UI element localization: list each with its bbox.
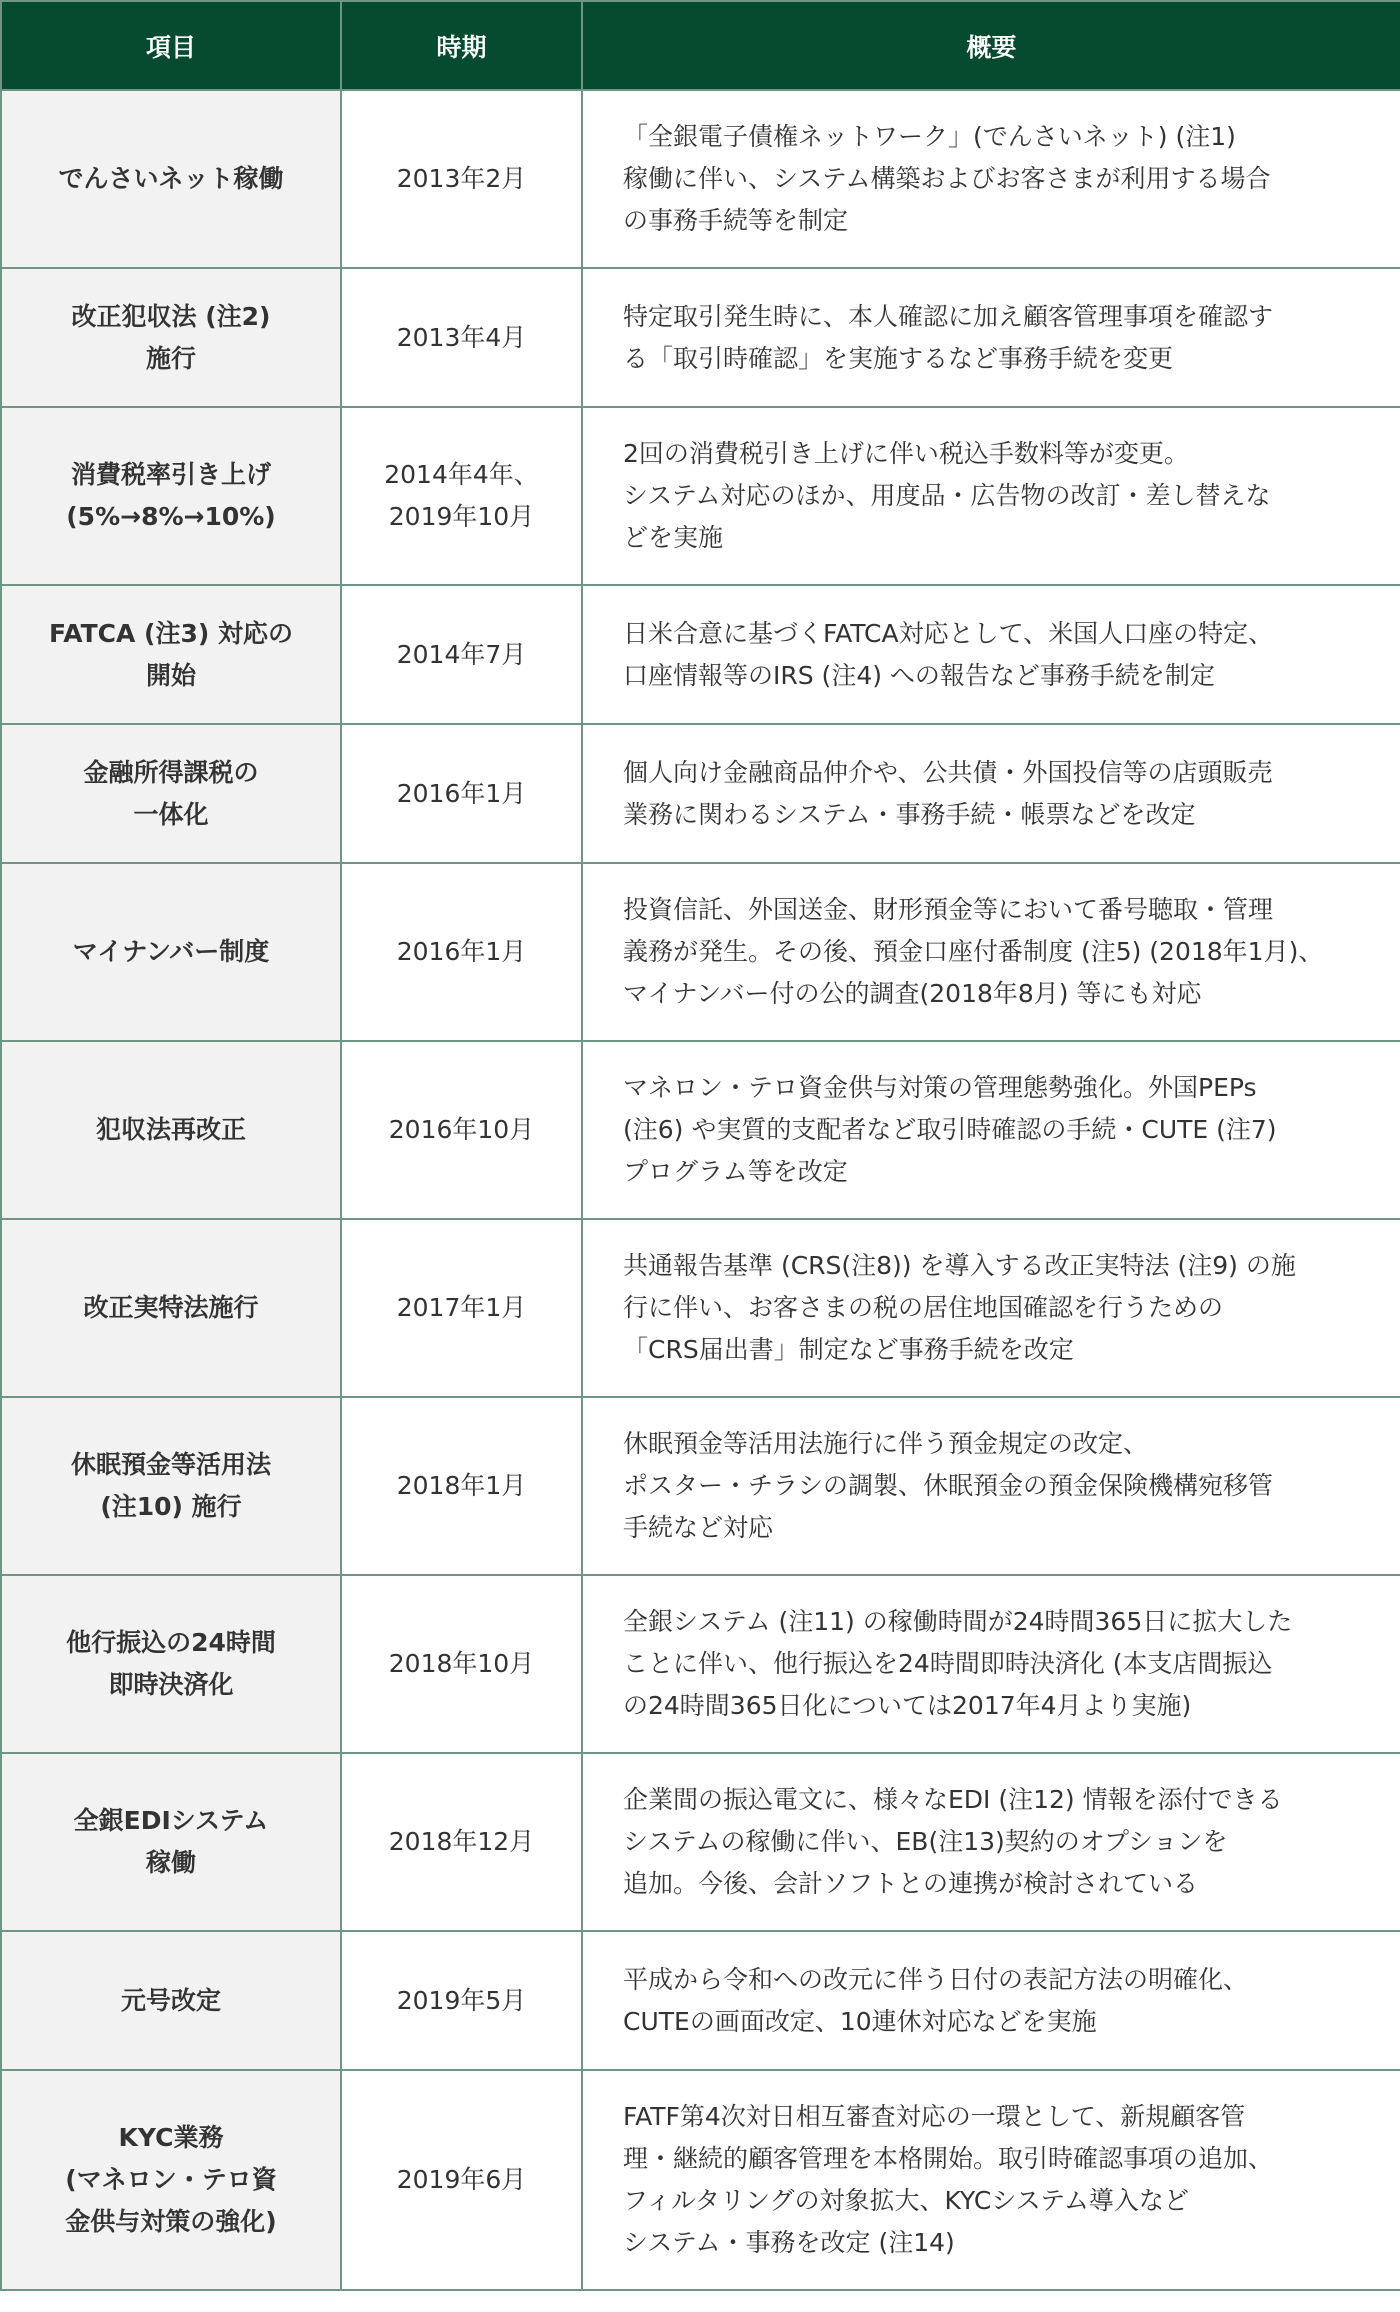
item-cell: KYC業務 (マネロン・テロ資 金供与対策の強化): [1, 2070, 341, 2290]
summary-line: 行に伴い、お客さまの税の居住地国確認を行うための: [623, 1293, 1224, 1322]
summary-cell: [582, 724, 1400, 863]
header-period: 時期: [341, 1, 582, 90]
item-cell: 犯収法再改正: [1, 1041, 341, 1219]
item-cell: 改正実特法施行: [1, 1219, 341, 1397]
summary-line: ことに伴い、他行振込を24時間即時決済化 (本支店間振込: [623, 1649, 1273, 1678]
summary-line: マイナンバー付の公的調査(2018年8月) 等にも対応: [623, 979, 1202, 1008]
summary-line: CUTEの画面改定、10連休対応などを実施: [623, 2006, 1097, 2036]
table-row: [1, 1397, 1400, 1575]
table-row: [1, 1575, 1400, 1753]
table-row: [1, 2070, 1400, 2290]
summary-line: 休眠預金等活用法施行に伴う預金規定の改定、: [623, 1429, 1149, 1458]
summary-cell: [582, 1931, 1400, 2070]
summary-line: 2回の消費税引き上げに伴い税込手数料等が変更。: [623, 439, 1189, 468]
item-cell: 元号改定: [1, 1931, 341, 2070]
summary-line: FATF第4次対日相互審査対応の一環として、新規顧客管: [623, 2102, 1246, 2131]
summary-line: どを実施: [623, 523, 724, 552]
period-cell: 2018年12月: [341, 1753, 582, 1931]
summary-line: の事務手続等を制定: [623, 206, 849, 235]
item-cell: 消費税率引き上げ (5%→8%→10%): [1, 407, 341, 585]
summary-cell: [582, 407, 1400, 585]
period-cell: 2016年1月: [341, 863, 582, 1041]
summary-line: 企業間の振込電文に、様々なEDI (注12) 情報を添付できる: [623, 1785, 1283, 1814]
table-row: [1, 90, 1400, 268]
summary-cell: [582, 863, 1400, 1041]
item-cell: 他行振込の24時間 即時決済化: [1, 1575, 341, 1753]
summary-cell: [582, 1219, 1400, 1397]
summary-line: 投資信託、外国送金、財形預金等において番号聴取・管理: [623, 895, 1274, 924]
period-cell: 2017年1月: [341, 1219, 582, 1397]
summary-line: 「CRS届出書」制定など事務手続を改定: [623, 1335, 1074, 1364]
period-cell: 2018年10月: [341, 1575, 582, 1753]
table-row: [1, 724, 1400, 863]
summary-line: 業務に関わるシステム・事務手続・帳票などを改定: [623, 799, 1196, 829]
item-cell: マイナンバー制度: [1, 863, 341, 1041]
summary-cell: [582, 268, 1400, 407]
item-cell: FATCA (注3) 対応の 開始: [1, 585, 341, 724]
summary-line: (注6) や実質的支配者など取引時確認の手続・CUTE (注7): [623, 1115, 1277, 1144]
table-row: [1, 1219, 1400, 1397]
summary-cell: [582, 1397, 1400, 1575]
summary-line: 義務が発生。その後、預金口座付番制度 (注5) (2018年1月)、: [623, 937, 1324, 966]
period-cell: 2016年10月: [341, 1041, 582, 1219]
period-cell: 2013年4月: [341, 268, 582, 407]
summary-line: 理・継続的顧客管理を本格開始。取引時確認事項の追加、: [623, 2144, 1274, 2173]
summary-line: マネロン・テロ資金供与対策の管理態勢強化。外国PEPs: [623, 1073, 1257, 1102]
period-cell: 2018年1月: [341, 1397, 582, 1575]
item-cell: 全銀EDIシステム 稼働: [1, 1753, 341, 1931]
table-row: [1, 268, 1400, 407]
summary-cell: [582, 90, 1400, 268]
summary-line: 特定取引発生時に、本人確認に加え顧客管理事項を確認す: [623, 301, 1274, 331]
summary-line: 口座情報等のIRS (注4) への報告など事務手続を制定: [623, 660, 1215, 690]
summary-cell: [582, 2070, 1400, 2290]
summary-cell: [582, 1575, 1400, 1753]
summary-line: プログラム等を改定: [623, 1157, 848, 1186]
summary-cell: [582, 1041, 1400, 1219]
summary-line: システム対応のほか、用度品・広告物の改訂・差し替えな: [623, 481, 1271, 510]
summary-cell: [582, 1753, 1400, 1931]
item-cell: 改正犯収法 (注2) 施行: [1, 268, 341, 407]
summary-line: 共通報告基準 (CRS(注8)) を導入する改正実特法 (注9) の施: [623, 1251, 1296, 1280]
period-cell: 2014年4年、 2019年10月: [341, 407, 582, 585]
summary-cell: [582, 585, 1400, 724]
summary-line: の24時間365日化については2017年4月より実施): [623, 1691, 1192, 1720]
table-row: [1, 585, 1400, 724]
period-cell: 2014年7月: [341, 585, 582, 724]
summary-line: 全銀システム (注11) の稼働時間が24時間365日に拡大した: [623, 1607, 1293, 1636]
summary-line: 手続など対応: [623, 1513, 774, 1542]
summary-line: 個人向け金融商品仲介や、公共債・外国投信等の店頭販売: [623, 757, 1273, 787]
summary-line: 日米合意に基づくFATCA対応として、米国人口座の特定、: [623, 618, 1274, 648]
summary-line: ポスター・チラシの調製、休眠預金の預金保険機構宛移管: [623, 1471, 1274, 1500]
item-cell: 金融所得課税の 一体化: [1, 724, 341, 863]
period-cell: 2013年2月: [341, 90, 582, 268]
table-row: [1, 863, 1400, 1041]
summary-line: 「全銀電子債権ネットワーク」(でんさいネット) (注1): [623, 122, 1236, 151]
header-summary: 概要: [582, 1, 1400, 90]
table-row: [1, 407, 1400, 585]
header-item: 項目: [1, 1, 341, 90]
summary-line: 平成から令和への改元に伴う日付の表記方法の明確化、: [623, 1964, 1249, 1994]
table-row: [1, 1041, 1400, 1219]
summary-line: 追加。今後、会計ソフトとの連携が検討されている: [623, 1869, 1199, 1898]
table-row: [1, 1753, 1400, 1931]
summary-line: システムの稼働に伴い、EB(注13)契約のオプションを: [623, 1827, 1228, 1856]
item-cell: でんさいネット稼働: [1, 90, 341, 268]
period-cell: 2016年1月: [341, 724, 582, 863]
summary-line: 稼働に伴い、システム構築およびお客さまが利用する場合: [623, 164, 1271, 193]
summary-line: システム・事務を改定 (注14): [623, 2228, 955, 2257]
table-row: [1, 1931, 1400, 2070]
item-cell: 休眠預金等活用法 (注10) 施行: [1, 1397, 341, 1575]
header-row: [1, 1, 1400, 90]
period-cell: 2019年5月: [341, 1931, 582, 2070]
period-cell: 2019年6月: [341, 2070, 582, 2290]
summary-line: フィルタリングの対象拡大、KYCシステム導入など: [623, 2186, 1189, 2215]
summary-line: る「取引時確認」を実施するなど事務手続を変更: [623, 343, 1174, 373]
